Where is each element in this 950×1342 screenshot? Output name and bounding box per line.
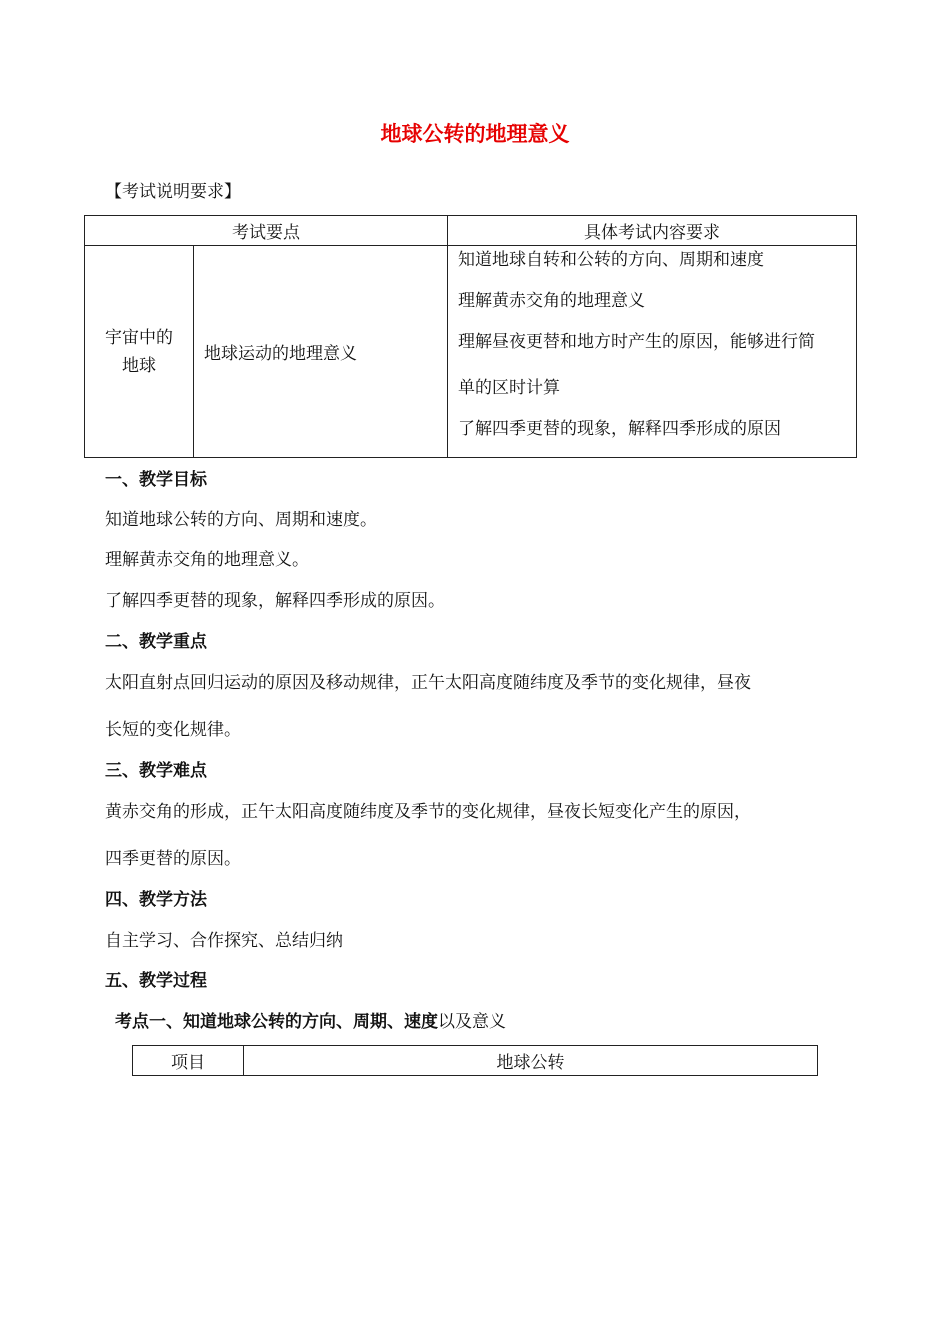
table-header-row	[85, 216, 857, 246]
focus-text: 太阳直射点回归运动的原因及移动规律，正午太阳高度随纬度及季节的变化规律，昼夜	[105, 673, 751, 693]
requirements-table	[84, 215, 857, 458]
requirement-item: 单的区时计算	[458, 378, 560, 398]
requirement-item: 知道地球自转和公转的方向、周期和速度	[458, 250, 764, 270]
goals-heading: 一、教学目标	[105, 470, 207, 490]
kaodian-rest: 以及意义	[438, 1012, 506, 1032]
exam-requirements-label: 【考试说明要求】	[105, 182, 241, 202]
point-cell: 地球运动的地理意义	[194, 246, 448, 458]
kaodian-bold: 考点一、知道地球公转的方向、周期、速度	[115, 1012, 438, 1032]
content-cell	[448, 246, 857, 458]
category-cell	[85, 246, 194, 458]
process-table	[132, 1045, 818, 1076]
table-row	[133, 1046, 818, 1076]
focus-text: 长短的变化规律。	[105, 720, 241, 740]
goal-item: 理解黄赤交角的地理意义。	[105, 550, 309, 570]
kaodian-line	[115, 1007, 860, 1032]
goal-item: 知道地球公转的方向、周期和速度。	[105, 510, 377, 530]
difficulty-text: 四季更替的原因。	[105, 849, 241, 869]
item-column-header: 项目	[133, 1046, 244, 1076]
process-heading: 五、教学过程	[105, 971, 207, 991]
goal-item: 了解四季更替的现象，解释四季形成的原因。	[105, 591, 445, 611]
difficulty-heading: 三、教学难点	[105, 761, 207, 781]
method-text: 自主学习、合作探究、总结归纳	[105, 931, 343, 951]
method-heading: 四、教学方法	[105, 890, 207, 910]
table-row	[85, 246, 857, 458]
revolution-column-header: 地球公转	[244, 1046, 818, 1076]
header-exam-points: 考试要点	[85, 216, 448, 246]
requirement-item: 理解黄赤交角的地理意义	[458, 291, 645, 311]
requirement-item: 了解四季更替的现象，解释四季形成的原因	[458, 419, 781, 439]
category-text: 宇宙中的地球	[105, 327, 173, 376]
page-title: 地球公转的地理意义	[380, 122, 570, 146]
requirement-item: 理解昼夜更替和地方时产生的原因，能够进行简	[458, 332, 815, 352]
header-content-requirements: 具体考试内容要求	[448, 216, 857, 246]
focus-heading: 二、教学重点	[105, 632, 207, 652]
difficulty-text: 黄赤交角的形成，正午太阳高度随纬度及季节的变化规律，昼夜长短变化产生的原因，	[105, 802, 751, 822]
